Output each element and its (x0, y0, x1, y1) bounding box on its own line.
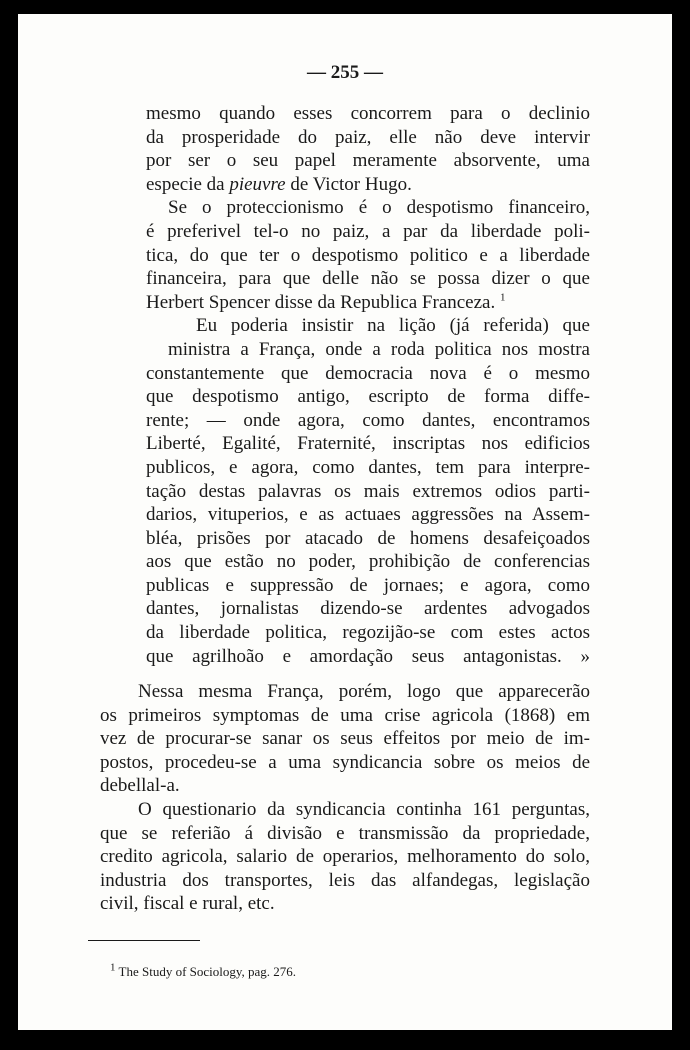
text-line (146, 173, 590, 197)
text-line: é preferivel tel-o no paiz, a par da liberdade poli- (146, 220, 590, 242)
text-line: os primeiros symptomas de uma crise agricola (1868) em (100, 704, 590, 726)
footnote-text: The Study of Sociology, pag. 276. (118, 964, 297, 979)
text-line: por ser o seu papel meramente absorvente, uma (146, 150, 590, 172)
text-line: debellal-a. (100, 775, 180, 797)
text-line: da liberdade politica, regozijão-se com estes actos (146, 622, 590, 644)
quote-paragraph-1 (146, 102, 590, 196)
text-line: mesmo quando esses concorrem para o declinio (146, 103, 590, 124)
footnote-reference[interactable]: 1 (500, 291, 506, 304)
body-paragraph-1 (100, 680, 590, 798)
page-number: — 255 — (307, 62, 383, 83)
text-line (146, 291, 590, 315)
text-line: constantemente que democracia nova é o mesmo (146, 362, 590, 384)
text-line: publicos, e agora, como dantes, tem para interpre- (146, 456, 590, 478)
text-run: de Victor Hugo. (285, 173, 412, 195)
text-line: industria dos transportes, leis das alfandegas, legislação (100, 869, 590, 891)
text-line: Nessa mesma França, porém, logo que apparecerão (138, 681, 590, 702)
text-line: que agrilhoão e amordação seus antagonistas. » (146, 645, 590, 667)
book-page (18, 14, 672, 1030)
text-line: rente; — onde agora, como dantes, encontramos (146, 409, 590, 431)
footnote-divider (88, 940, 200, 941)
text-line: O questionario da syndicancia continha 161 perguntas, (138, 798, 590, 820)
text-line: bléa, prisões por atacado de homens desafeiçoados (146, 527, 590, 549)
text-line: aos que estão no poder, prohibição de conferencias (146, 551, 590, 573)
text-line: ministra a França, onde a roda politica nos mostra (168, 338, 590, 360)
quoted-passage (146, 102, 590, 668)
footnote-marker: 1 (110, 961, 116, 974)
text-line: credito agricola, salario de operarios, melhoramento do solo, (100, 846, 590, 868)
text-line: postos, procedeu-se a uma syndicancia sobre os meios de (100, 751, 590, 773)
text-line: que despotismo antigo, escripto de forma diffe- (146, 386, 590, 408)
text-line: civil, fiscal e rural, etc. (100, 893, 275, 915)
text-line: da prosperidade do paiz, elle não deve intervir (146, 126, 590, 148)
text-line: Liberté, Egalité, Fraternité, inscriptas nos edificios (146, 433, 590, 455)
text-run: especie da (146, 173, 230, 195)
body-text (100, 680, 590, 916)
text-line: financeira, para que delle não se possa dizer o que (146, 268, 590, 290)
body-paragraph-2 (100, 798, 590, 916)
text-line: que se referião á divisão e transmissão da propriedade, (100, 822, 590, 844)
text-line: Se o proteccionismo é o despotismo financeiro, (168, 197, 590, 219)
footnote (110, 961, 297, 980)
text-run: Herbert Spencer disse da Republica Franceza. (146, 291, 496, 313)
text-line: publicas e suppressão de jornaes; e agora, como (146, 574, 590, 596)
text-line: darios, vituperios, e as actuaes aggressões na Assem- (146, 504, 590, 526)
italic-term: pieuvre (229, 173, 286, 195)
quote-paragraph-2 (146, 196, 590, 314)
text-line: dantes, jornalistas dizendo-se ardentes advogados (146, 598, 590, 620)
text-line: tação destas palavras os mais extremos odios parti- (146, 480, 590, 502)
quote-paragraph-3 (146, 314, 590, 668)
text-line: tica, do que ter o despotismo politico e a liberdade (146, 244, 590, 266)
text-line: Eu poderia insistir na lição (já referida) que (196, 315, 590, 337)
text-line: vez de procurar-se sanar os seus effeitos por meio de im- (100, 728, 590, 750)
